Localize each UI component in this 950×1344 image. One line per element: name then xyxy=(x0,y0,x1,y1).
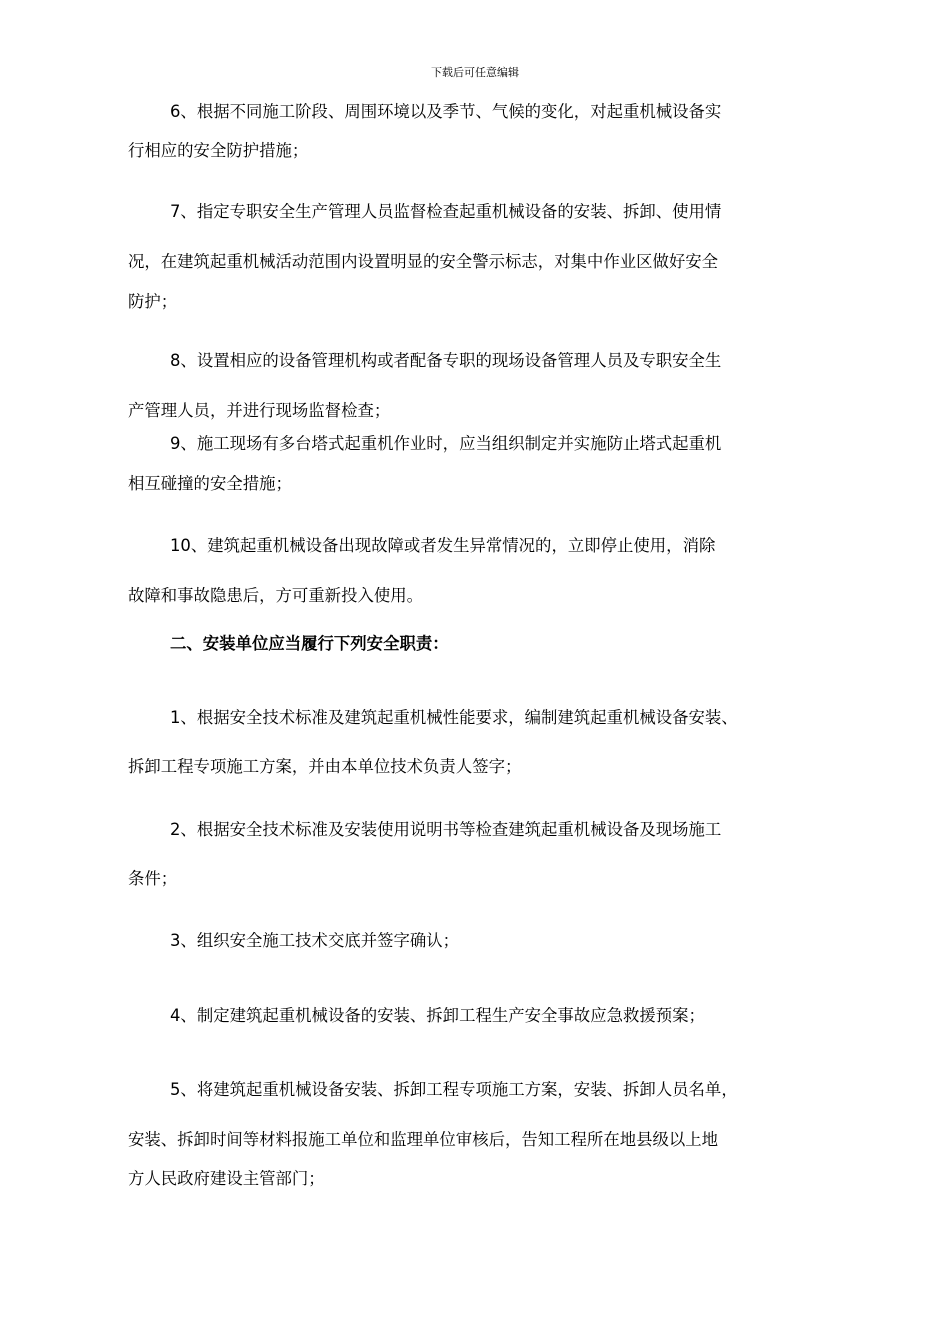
duty-5-line-2: 安装、拆卸时间等材料报施工单位和监理单位审核后，告知工程所在地县级以上地 xyxy=(128,1130,719,1149)
item-8-line-1: 8、设置相应的设备管理机构或者配备专职的现场设备管理人员及专职安全生 xyxy=(170,351,722,370)
item-6-line-1: 6、根据不同施工阶段、周围环境以及季节、气候的变化，对起重机械设备实 xyxy=(170,102,722,121)
item-10-line-1: 10、建筑起重机械设备出现故障或者发生异常情况的，立即停止使用，消除 xyxy=(170,536,716,555)
duty-3-line-1: 3、组织安全施工技术交底并签字确认； xyxy=(170,931,460,950)
duty-5-line-1: 5、将建筑起重机械设备安装、拆卸工程专项施工方案，安装、拆卸人员名单， xyxy=(170,1080,738,1099)
page-header: 下载后可任意编辑 xyxy=(431,66,519,79)
duty-1-line-1: 1、根据安全技术标准及建筑起重机械性能要求，编制建筑起重机械设备安装、 xyxy=(170,708,738,727)
section-heading: 二、安装单位应当履行下列安全职责： xyxy=(170,634,449,653)
item-9-line-1: 9、施工现场有多台塔式起重机作业时，应当组织制定并实施防止塔式起重机 xyxy=(170,434,722,453)
item-6-line-2: 行相应的安全防护措施； xyxy=(128,141,309,160)
item-8-line-2: 产管理人员，并进行现场监督检查； xyxy=(128,401,391,420)
duty-2-line-2: 条件； xyxy=(128,869,178,888)
item-7-line-2: 况，在建筑起重机械活动范围内设置明显的安全警示标志，对集中作业区做好安全 xyxy=(128,252,719,271)
item-7-line-3: 防护； xyxy=(128,292,178,311)
duty-2-line-1: 2、根据安全技术标准及安装使用说明书等检查建筑起重机械设备及现场施工 xyxy=(170,820,722,839)
duty-5-line-3: 方人民政府建设主管部门； xyxy=(128,1169,325,1188)
duty-1-line-2: 拆卸工程专项施工方案，并由本单位技术负责人签字； xyxy=(128,757,522,776)
duty-4-line-1: 4、制定建筑起重机械设备的安装、拆卸工程生产安全事故应急救援预案； xyxy=(170,1006,705,1025)
item-9-line-2: 相互碰撞的安全措施； xyxy=(128,474,292,493)
item-10-line-2: 故障和事故隐患后，方可重新投入使用。 xyxy=(128,586,424,605)
item-7-line-1: 7、指定专职安全生产管理人员监督检查起重机械设备的安装、拆卸、使用情 xyxy=(170,202,722,221)
